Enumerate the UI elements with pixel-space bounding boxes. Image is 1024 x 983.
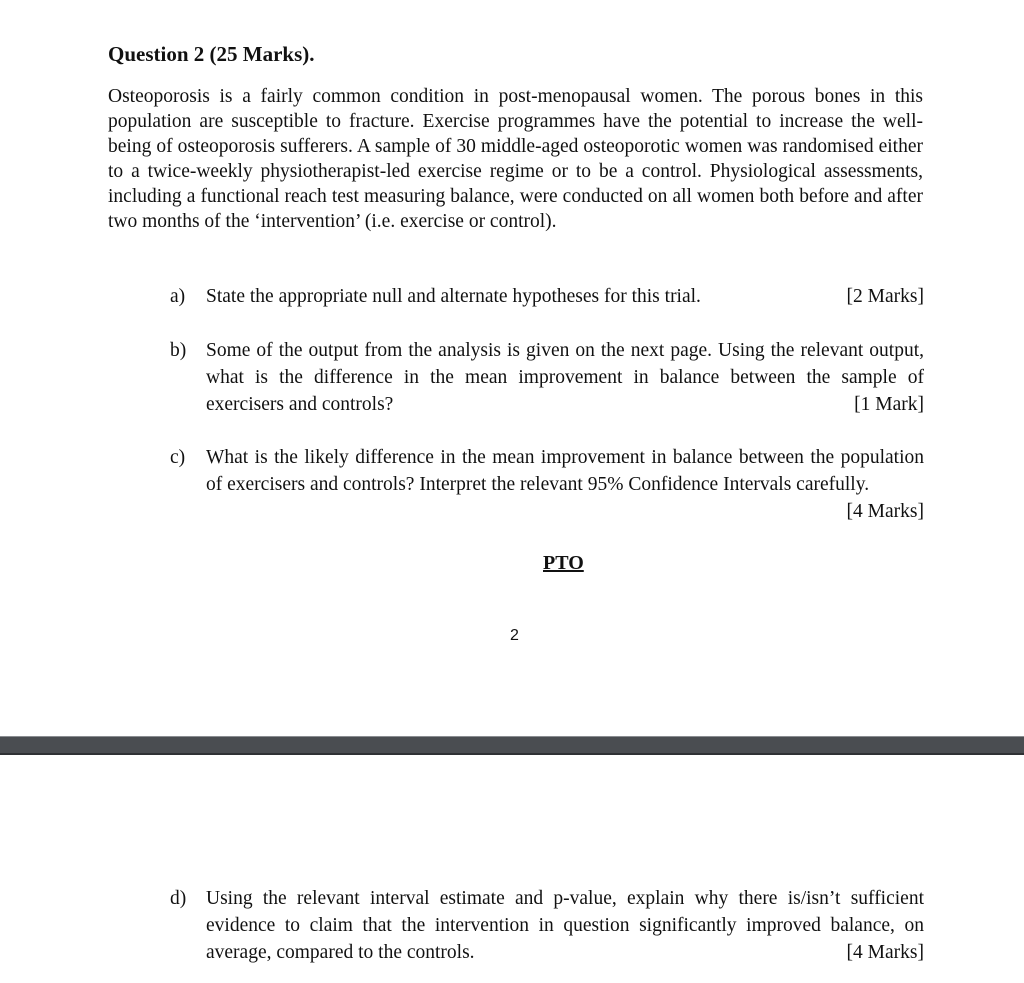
question-part-a <box>170 283 924 310</box>
part-c-marks: [4 Marks] <box>846 501 924 522</box>
part-a-text: State the appropriate null and alternate hypotheses for this trial. <box>206 286 701 307</box>
part-b-marks: [1 Mark] <box>854 394 924 415</box>
question-part-b <box>170 337 924 418</box>
part-b-text: Some of the output from the analysis is given on the next page. Using the relevant output, what is the difference in the mean improvement in balance between the sample of exercisers and controls? <box>206 340 924 415</box>
pto-label: PTO <box>543 552 584 574</box>
page-divider <box>0 736 1024 755</box>
question-intro: Osteoporosis is a fairly common condition in post-menopausal women. The porous bones in this population are susceptible to fracture. Exercise programmes have the potential to increase the well-being of osteoporosis sufferers. A sample of 30 middle-aged osteoporotic women was randomised either to a twice-weekly physiotherapist-led exercise regime or to be a control. Physiological assessments, including a functional reach test measuring balance, were conducted on all women both before and after two months of the ‘intervention’ (i.e. exercise or control). <box>108 86 923 232</box>
part-b-letter: b) <box>170 340 187 361</box>
part-a-marks: [2 Marks] <box>846 286 924 307</box>
question-title: Question 2 (25 Marks). <box>108 42 315 66</box>
part-d-text: Using the relevant interval estimate and p-value, explain why there is/isn’t sufficient evidence to claim that the intervention in question significantly improved balance, on average, compared to the controls. <box>206 888 924 963</box>
part-c-letter: c) <box>170 447 186 468</box>
question-part-d <box>170 885 924 966</box>
part-d-letter: d) <box>170 888 187 909</box>
question-part-c <box>170 444 924 525</box>
part-c-text: What is the likely difference in the mean improvement in balance between the population of exercisers and controls? Interpret the relevant 95% Confidence Intervals carefully. <box>206 447 924 495</box>
page-number: 2 <box>510 627 519 644</box>
part-d-marks: [4 Marks] <box>846 942 924 963</box>
part-a-letter: a) <box>170 286 186 307</box>
